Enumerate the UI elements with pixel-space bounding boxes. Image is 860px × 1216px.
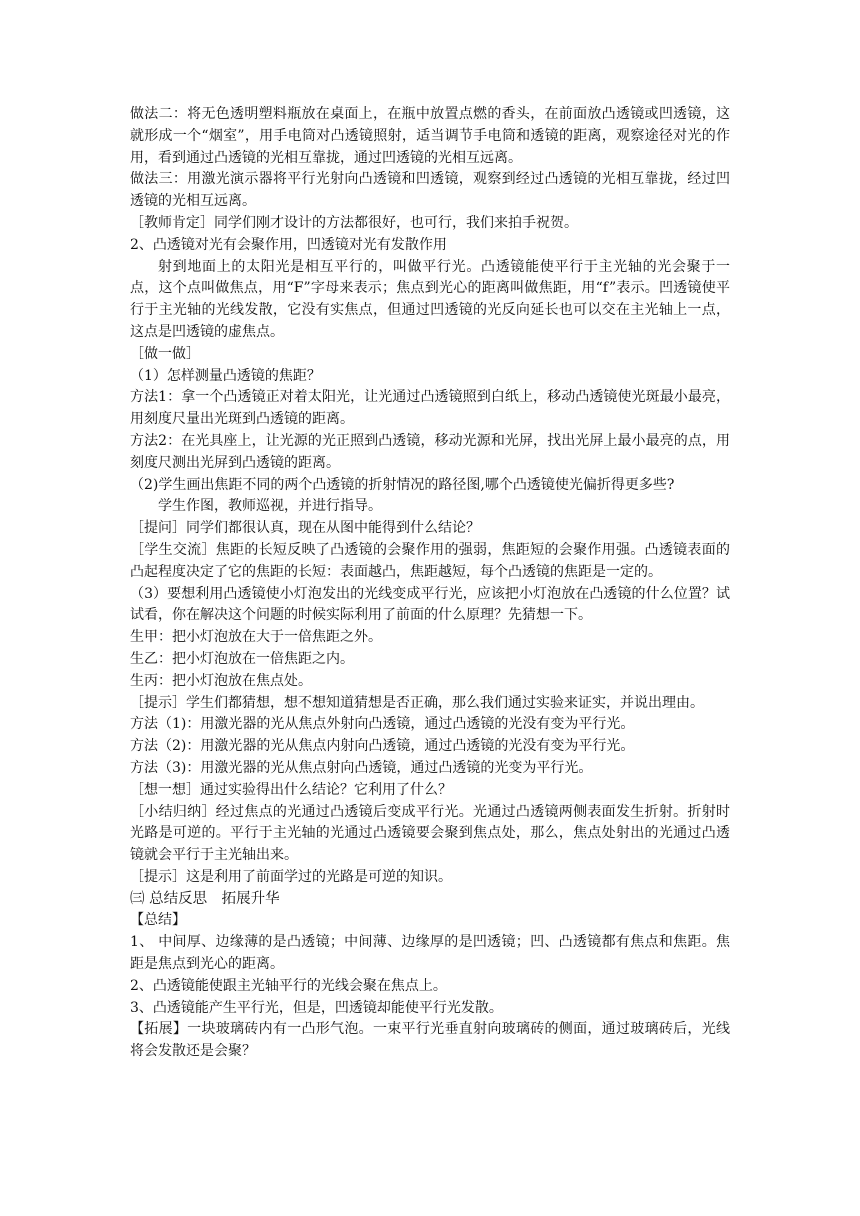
summary-heading: 【总结】 xyxy=(130,912,186,929)
section-heading-2: 2、凸透镜对光有会聚作用，凹透镜对光有发散作用 xyxy=(130,236,447,253)
hint-reversible: ［提示］这是利用了前面学过的光路是可逆的知识。 xyxy=(130,868,452,885)
try-it-heading: ［做一做］ xyxy=(130,345,200,362)
student-c-guess: 生丙：把小灯泡放在焦点处。 xyxy=(130,672,312,689)
measure-method-2: 方法2：在光具座上，让光源的光正照到凸透镜，移动光源和光屏，找出光屏上最小最亮的点，用刻度尺测出光屏到凸透镜的距离。 xyxy=(130,432,730,471)
summary-item-1: 1、 中间厚、边缘薄的是凸透镜；中间薄、边缘厚的是凹透镜；凹、凸透镜都有焦点和焦距。焦距是焦点到光心的距离。 xyxy=(130,934,730,973)
summary-conclusion: ［小结归纳］经过焦点的光通过凸透镜后变成平行光。光通过凸透镜两侧表面发生折射。折射时光路是可逆的。平行于主光轴的光通过凸透镜要会聚到焦点处，那么，焦点处射出的光通过凸透镜就会平行于主光轴出来。 xyxy=(130,803,730,864)
question-1: （1）怎样测量凸透镜的焦距？ xyxy=(130,367,321,384)
student-b-guess: 生乙：把小灯泡放在一倍焦距之内。 xyxy=(130,650,354,667)
section-heading-3: ㈢ 总结反思 拓展升华 xyxy=(130,890,280,907)
experiment-method-2: 方法（2)：用激光器的光从焦点内射向凸透镜，通过凸透镜的光没有变为平行光。 xyxy=(130,738,635,755)
extension-question: 【拓展】一块玻璃砖内有一凸形气泡。一束平行光垂直射向玻璃砖的侧面，通过玻璃砖后，光线将会发散还是会聚？ xyxy=(130,1021,730,1060)
paragraph-method-three: 做法三：用激光演示器将平行光射向凸透镜和凹透镜，观察到经过凸透镜的光相互靠拢，经过凹透镜的光相互远离。 xyxy=(130,171,730,210)
experiment-method-3: 方法（3)：用激光器的光从焦点射向凸透镜，通过凸透镜的光变为平行光。 xyxy=(130,759,593,776)
hint-experiment: ［提示］学生们都猜想，想不想知道猜想是否正确，那么我们通过实验来证实，并说出理由。 xyxy=(130,694,704,711)
students-draw: 学生作图，教师巡视，并进行指导。 xyxy=(158,498,382,515)
think-about-it: ［想一想］通过实验得出什么结论？它利用了什么？ xyxy=(130,781,452,798)
summary-item-3: 3、凸透镜能产生平行光，但是，凹透镜却能使平行光发散。 xyxy=(130,999,503,1016)
paragraph-parallel-light: 射到地面上的太阳光是相互平行的，叫做平行光。凸透镜能使平行于主光轴的光会聚于一点，这个点叫做焦点，用“F”字母来表示；焦点到光心的距离叫做焦距，用“f”表示。凹透镜使平行于主光轴的光线发散，它没有实焦点，但通过凹透镜的光反向延长也可以交在主光轴上一点，这点是凹透镜的虚焦点。 xyxy=(130,258,730,340)
experiment-method-1: 方法（1)：用激光器的光从焦点外射向凸透镜，通过凸透镜的光没有变为平行光。 xyxy=(130,716,635,733)
measure-method-1: 方法1：拿一个凸透镜正对着太阳光，让光通过凸透镜照到白纸上，移动凸透镜使光斑最小最亮，用刻度尺量出光斑到凸透镜的距离。 xyxy=(130,389,730,428)
paragraph-method-two: 做法二：将无色透明塑料瓶放在桌面上，在瓶中放置点燃的香头，在前面放凸透镜或凹透镜，这就形成一个“烟室”，用手电筒对凸透镜照射，适当调节手电筒和透镜的距离，观察途径对光的作用，看到通过凸透镜的光相互靠拢，通过凹透镜的光相互远离。 xyxy=(130,106,730,166)
student-a-guess: 生甲：把小灯泡放在大于一倍焦距之外。 xyxy=(130,629,382,646)
question-3: （3）要想利用凸透镜使小灯泡发出的光线变成平行光，应该把小灯泡放在凸透镜的什么位置？试试看，你在解决这个问题的时候实际利用了前面的什么原理？先猜想一下。 xyxy=(130,585,730,624)
document-page xyxy=(130,104,730,1063)
question-2: （2)学生画出焦距不同的两个凸透镜的折射情况的路径图,哪个凸透镜使光偏折得更多些? xyxy=(130,476,675,493)
teacher-question: ［提问］同学们都很认真，现在从图中能得到什么结论？ xyxy=(130,520,480,537)
teacher-affirmation: ［教师肯定］同学们刚才设计的方法都很好，也可行，我们来拍手祝贺。 xyxy=(130,214,578,231)
student-exchange: ［学生交流］焦距的长短反映了凸透镜的会聚作用的强弱，焦距短的会聚作用强。凸透镜表面的凸起程度决定了它的焦距的长短：表面越凸，焦距越短，每个凸透镜的焦距是一定的。 xyxy=(130,541,730,580)
summary-item-2: 2、凸透镜能使跟主光轴平行的光线会聚在焦点上。 xyxy=(130,977,447,994)
